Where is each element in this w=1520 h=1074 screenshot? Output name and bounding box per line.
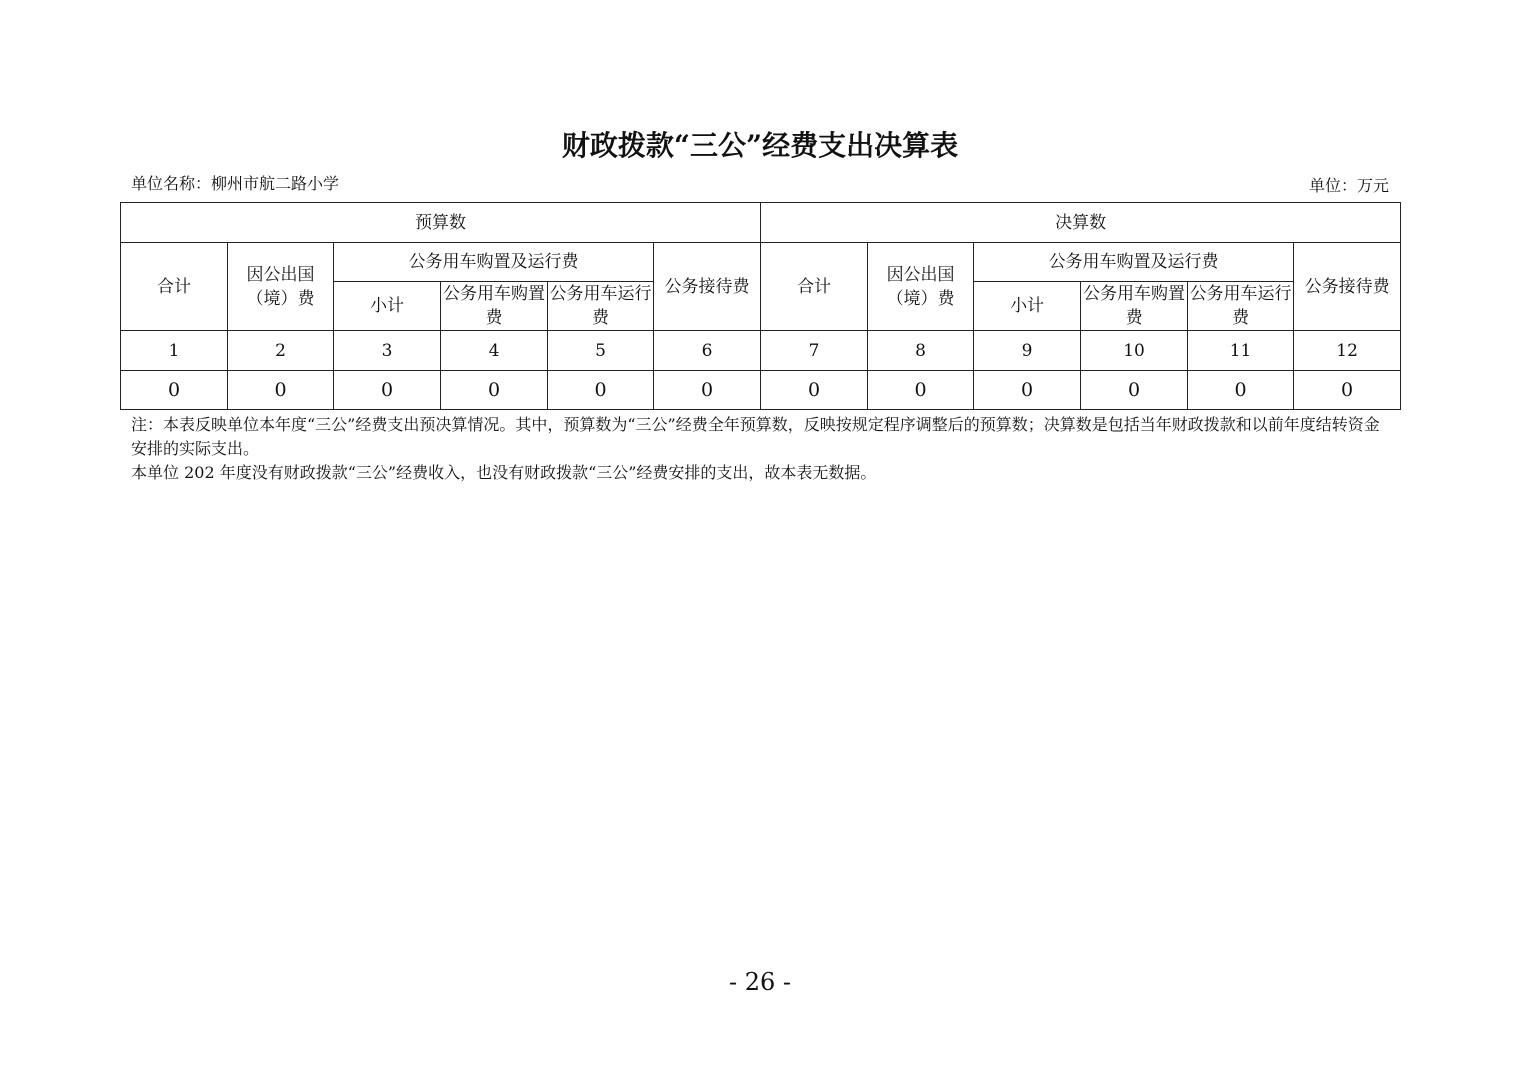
note-no-data: 本单位 202 年度没有财政拨款“三公”经费收入，也没有财政拨款“三公”经费安排的支出，故本表无数据。 xyxy=(131,463,877,482)
budget-subtotal-header: 小计 xyxy=(334,282,441,331)
final-vehicle-operation-header: 公务用车运行费 xyxy=(1188,282,1294,331)
column-number: 11 xyxy=(1188,331,1294,371)
value-cell: 0 xyxy=(1294,371,1401,410)
column-number: 5 xyxy=(548,331,654,371)
value-cell: 0 xyxy=(761,371,868,410)
final-reception-header: 公务接待费 xyxy=(1294,243,1401,331)
column-number: 6 xyxy=(654,331,761,371)
final-group-header: 决算数 xyxy=(761,203,1401,243)
column-number: 2 xyxy=(228,331,334,371)
value-cell: 0 xyxy=(868,371,974,410)
final-abroad-header: 因公出国（境）费 xyxy=(868,243,974,331)
value-cell: 0 xyxy=(1188,371,1294,410)
final-vehicle-header: 公务用车购置及运行费 xyxy=(974,243,1294,282)
note-explanation: 注：本表反映单位本年度“三公”经费支出预决算情况。其中，预算数为“三公”经费全年预算数，反映按规定程序调整后的预算数；决算数是包括当年财政拨款和以前年度结转资金安排的实际支出。 xyxy=(131,415,1380,458)
final-vehicle-purchase-header: 公务用车购置费 xyxy=(1081,282,1188,331)
column-number: 10 xyxy=(1081,331,1188,371)
unit-label: 单位：万元 xyxy=(1308,176,1389,195)
value-cell: 0 xyxy=(334,371,441,410)
column-number-row xyxy=(121,331,1401,371)
value-cell: 0 xyxy=(121,371,228,410)
table-header-row-2 xyxy=(121,243,1401,282)
column-number: 3 xyxy=(334,331,441,371)
final-subtotal-header: 小计 xyxy=(974,282,1081,331)
column-number: 1 xyxy=(121,331,228,371)
budget-vehicle-operation-header: 公务用车运行费 xyxy=(548,282,654,331)
budget-reception-header: 公务接待费 xyxy=(654,243,761,331)
page-number: - 26 - xyxy=(728,968,791,996)
unit-name: 单位名称：柳州市航二路小学 xyxy=(131,174,340,193)
budget-abroad-header: 因公出国（境）费 xyxy=(228,243,334,331)
column-number: 12 xyxy=(1294,331,1401,371)
value-cell: 0 xyxy=(228,371,334,410)
column-number: 9 xyxy=(974,331,1081,371)
table-notes xyxy=(131,413,1393,485)
value-cell: 0 xyxy=(1081,371,1188,410)
budget-group-header: 预算数 xyxy=(121,203,761,243)
value-cell: 0 xyxy=(441,371,548,410)
column-number: 7 xyxy=(761,331,868,371)
three-public-expenditure-table xyxy=(120,202,1401,410)
final-total-header: 合计 xyxy=(761,243,868,331)
budget-vehicle-purchase-header: 公务用车购置费 xyxy=(441,282,548,331)
value-row xyxy=(121,371,1401,410)
value-cell: 0 xyxy=(548,371,654,410)
page-title: 财政拨款“三公”经费支出决算表 xyxy=(561,129,959,162)
column-number: 8 xyxy=(868,331,974,371)
value-cell: 0 xyxy=(654,371,761,410)
value-cell: 0 xyxy=(974,371,1081,410)
budget-total-header: 合计 xyxy=(121,243,228,331)
column-number: 4 xyxy=(441,331,548,371)
table-header-row-1 xyxy=(121,203,1401,243)
budget-vehicle-header: 公务用车购置及运行费 xyxy=(334,243,654,282)
